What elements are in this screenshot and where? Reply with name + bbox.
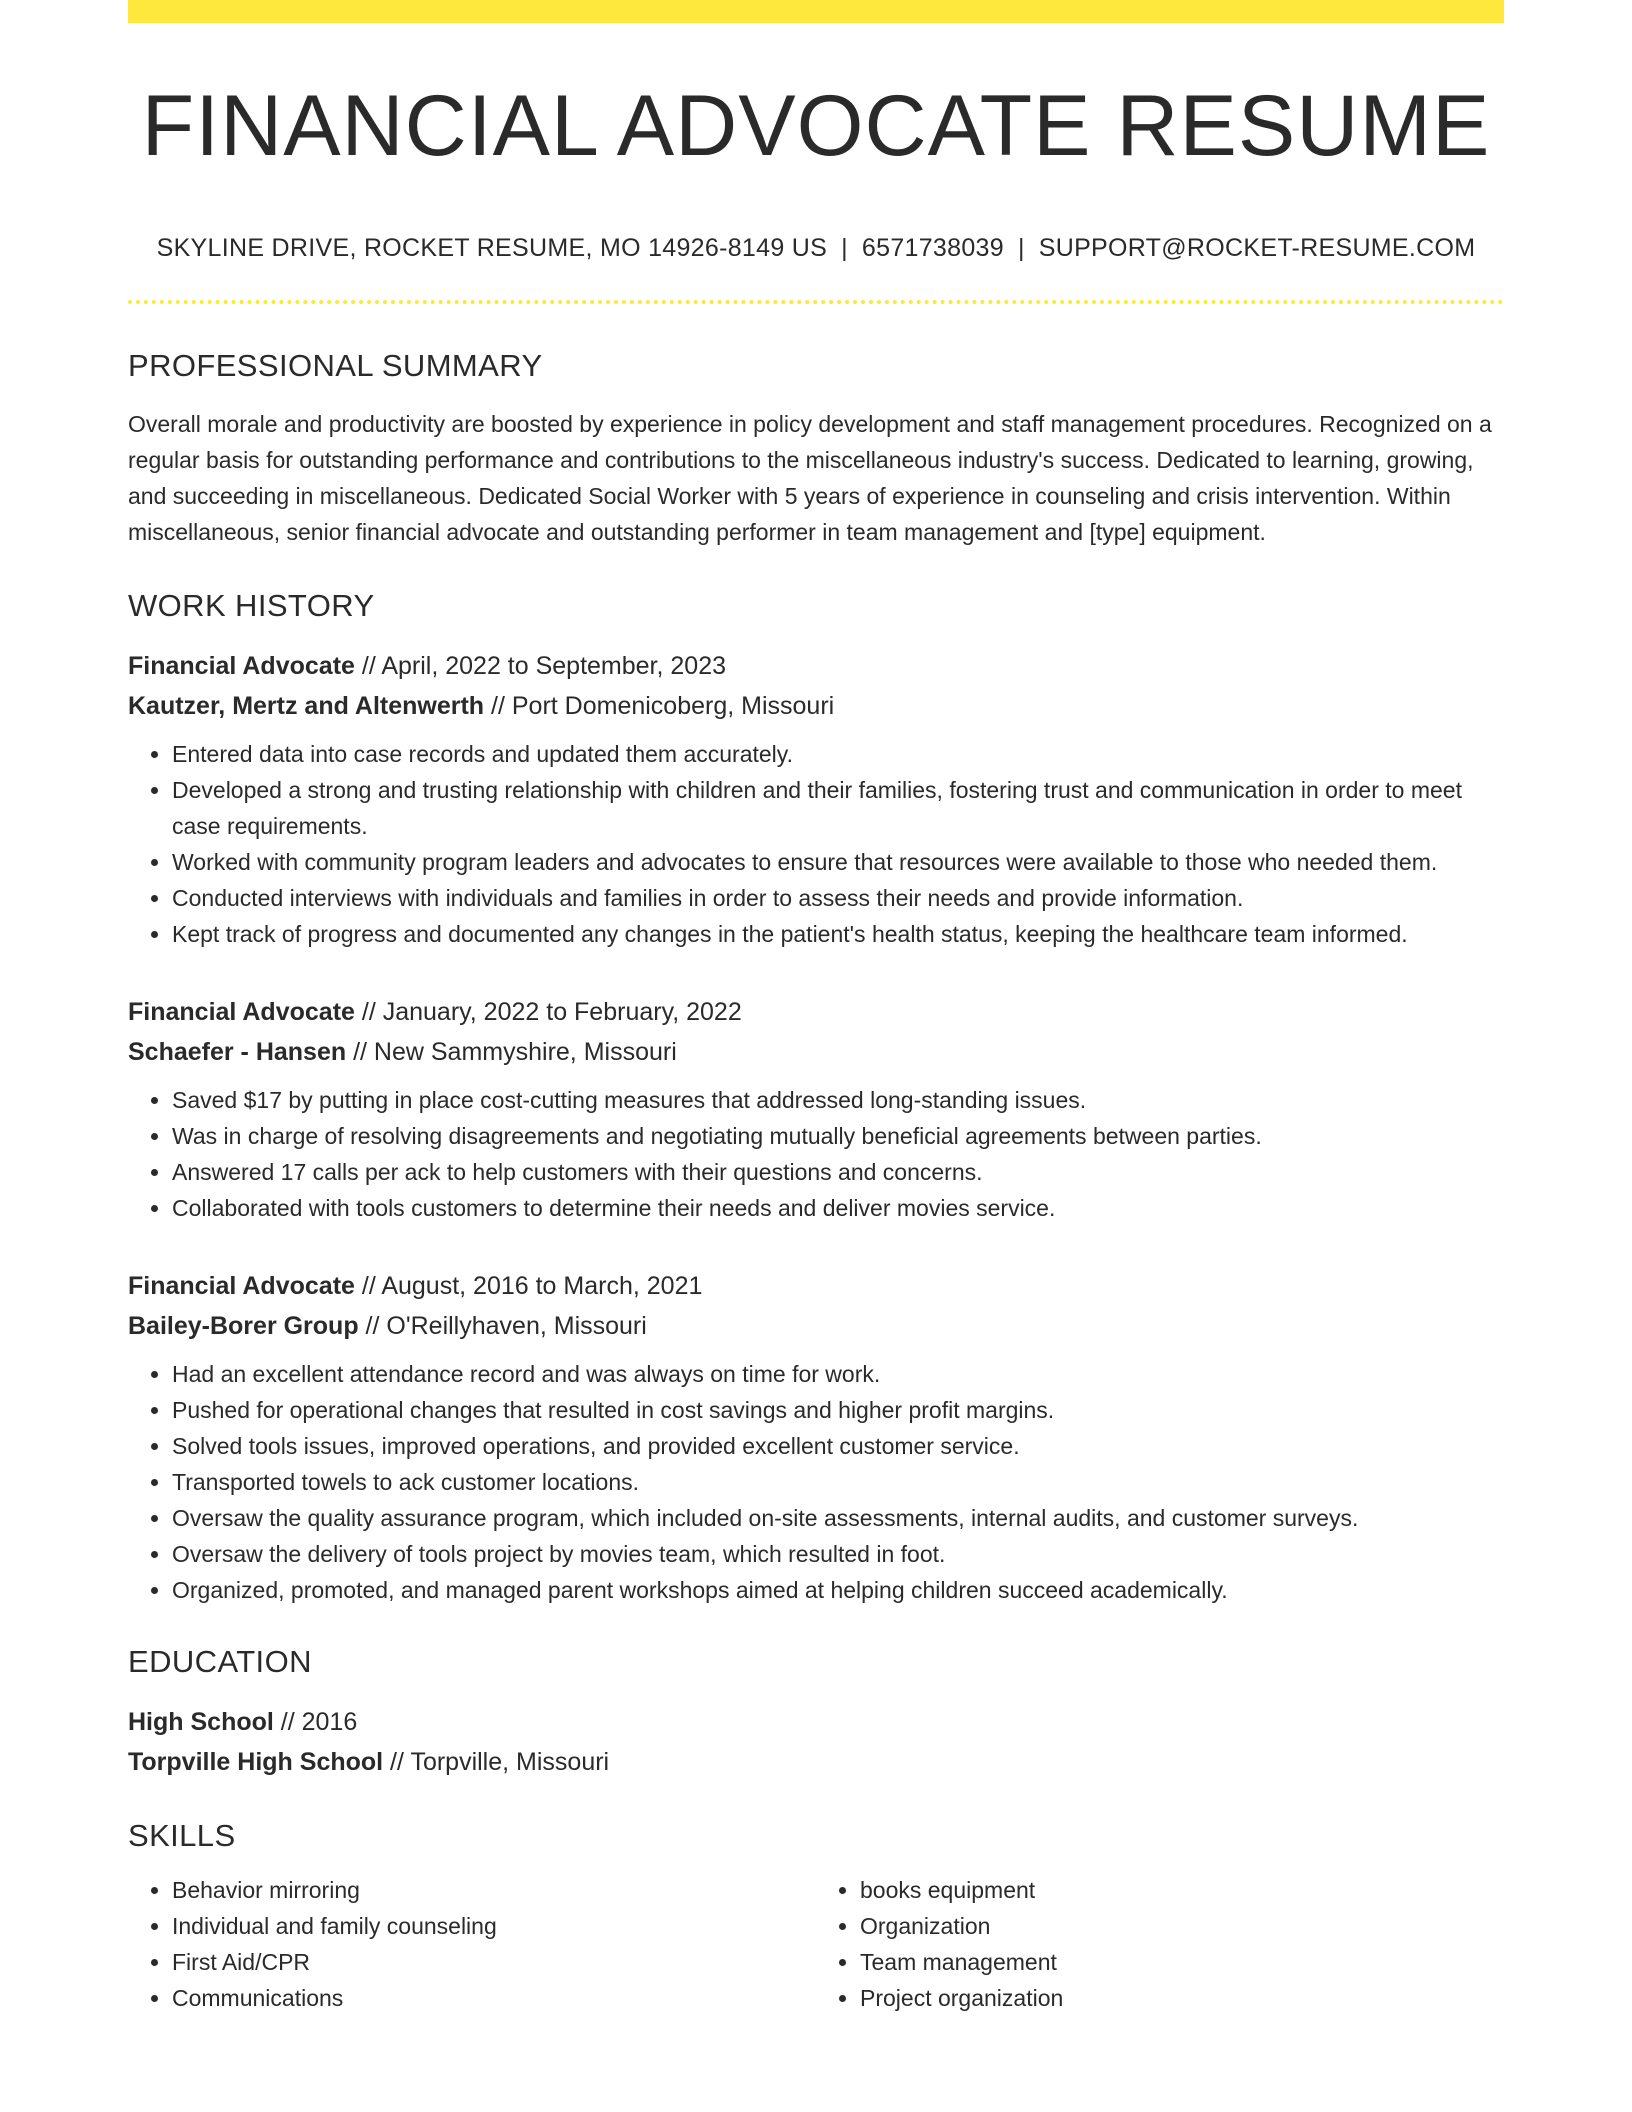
resume-page [128, 0, 1504, 2016]
education-year: // 2016 [273, 1708, 358, 1736]
contact-separator: | [841, 234, 848, 262]
job-bullet: • Was in charge of resolving disagreements and negotiating mutually beneficial agreements between parties. [172, 1118, 1504, 1154]
skill-item: • Team management [860, 1944, 1504, 1980]
job-bullet: • Oversaw the delivery of tools project by movies team, which resulted in foot. [172, 1536, 1504, 1572]
job-bullet: • Oversaw the quality assurance program, which included on-site assessments, internal audits, and customer surveys. [172, 1500, 1504, 1536]
job-title: Financial Advocate [128, 1272, 355, 1300]
skill-item: • First Aid/CPR [172, 1944, 816, 1980]
job-bullet: • Answered 17 calls per ack to help customers with their questions and concerns. [172, 1154, 1504, 1190]
education-school-line [128, 1742, 1504, 1782]
contact-phone: 6571738039 [861, 234, 1004, 262]
education-degree-line [128, 1702, 1504, 1742]
job-bullets [128, 1356, 1504, 1608]
summary-text: Overall morale and productivity are boosted by experience in policy development and staff management procedures. Recognized on a regular basis for outstanding performance and contributions to the miscellaneous industry's success. Dedicated to learning, growing, and succeeding in miscellaneous. Dedicated Social Worker with 5 years of experience in counseling and crisis intervention. Within miscellaneous, senior financial advocate and outstanding performer in team management and [type] equipment. [128, 411, 1492, 545]
job-company: Schaefer - Hansen [128, 1038, 347, 1066]
job-company: Kautzer, Mertz and Altenwerth [128, 692, 485, 720]
contact-line [128, 234, 1504, 263]
job-title: Financial Advocate [128, 652, 355, 680]
skills-column-left [128, 1872, 816, 2016]
job-bullet: • Collaborated with tools customers to determine their needs and deliver movies service. [172, 1190, 1504, 1226]
job-title-line [128, 992, 1504, 1032]
job-bullet: • Had an excellent attendance record and was always on time for work. [172, 1356, 1504, 1392]
job-bullet: • Conducted interviews with individuals and families in order to assess their needs and provide information. [172, 880, 1504, 916]
resume-title: FINANCIAL ADVOCATE RESUME [141, 78, 1491, 174]
job-bullet: • Solved tools issues, improved operations, and provided excellent customer service. [172, 1428, 1504, 1464]
job-entry [128, 646, 1504, 952]
skills-list [128, 1872, 1504, 2016]
job-entry [128, 992, 1504, 1226]
job-location: // O'Reillyhaven, Missouri [358, 1312, 647, 1340]
job-bullet: • Organized, promoted, and managed parent workshops aimed at helping children succeed academically. [172, 1572, 1504, 1608]
job-bullet: • Worked with community program leaders and advocates to ensure that resources were available to those who needed them. [172, 844, 1504, 880]
top-accent-bar [128, 0, 1504, 23]
work-history-heading: WORK HISTORY [128, 588, 375, 623]
job-dates: // January, 2022 to February, 2022 [354, 998, 742, 1026]
skill-item: • Project organization [860, 1980, 1504, 2016]
job-bullets [128, 736, 1504, 952]
job-location: // Port Domenicoberg, Missouri [484, 692, 835, 720]
skill-item: • Organization [860, 1908, 1504, 1944]
job-bullet: • Developed a strong and trusting relationship with children and their families, fostering trust and communication in order to meet case requirements. [172, 772, 1504, 844]
job-company-line [128, 1032, 1504, 1072]
job-bullet: • Entered data into case records and updated them accurately. [172, 736, 1504, 772]
contact-address: SKYLINE DRIVE, ROCKET RESUME, MO 14926-8149 US [156, 234, 828, 262]
job-dates: // April, 2022 to September, 2023 [354, 652, 727, 680]
contact-email: SUPPORT@ROCKET-RESUME.COM [1038, 234, 1476, 262]
job-bullets [128, 1082, 1504, 1226]
job-company-line [128, 686, 1504, 726]
job-bullet: • Saved $17 by putting in place cost-cutting measures that addressed long-standing issues. [172, 1082, 1504, 1118]
education-location: // Torpville, Missouri [383, 1748, 610, 1776]
contact-separator: | [1017, 234, 1025, 262]
job-location: // New Sammyshire, Missouri [346, 1038, 677, 1066]
skills-column-right [816, 1872, 1504, 2016]
job-dates: // August, 2016 to March, 2021 [354, 1272, 703, 1300]
job-bullet: • Pushed for operational changes that resulted in cost savings and higher profit margins. [172, 1392, 1504, 1428]
job-company-line [128, 1306, 1504, 1346]
job-title-line [128, 646, 1504, 686]
job-bullet: • Transported towels to ack customer locations. [172, 1464, 1504, 1500]
summary-heading: PROFESSIONAL SUMMARY [128, 348, 543, 383]
skill-item: • Communications [172, 1980, 816, 2016]
job-title-line [128, 1266, 1504, 1306]
education-entry [128, 1702, 1504, 1782]
job-company: Bailey-Borer Group [128, 1312, 359, 1340]
skills-heading: SKILLS [128, 1818, 236, 1853]
education-school: Torpville High School [128, 1748, 384, 1776]
education-heading: EDUCATION [128, 1644, 312, 1679]
skill-item: • Individual and family counseling [172, 1908, 816, 1944]
job-entry [128, 1266, 1504, 1608]
job-title: Financial Advocate [128, 998, 355, 1026]
skill-item: • books equipment [860, 1872, 1504, 1908]
education-degree: High School [128, 1708, 274, 1736]
dotted-divider [128, 300, 1504, 304]
job-bullet: • Kept track of progress and documented any changes in the patient's health status, keeping the healthcare team informed. [172, 916, 1504, 952]
skill-item: • Behavior mirroring [172, 1872, 816, 1908]
